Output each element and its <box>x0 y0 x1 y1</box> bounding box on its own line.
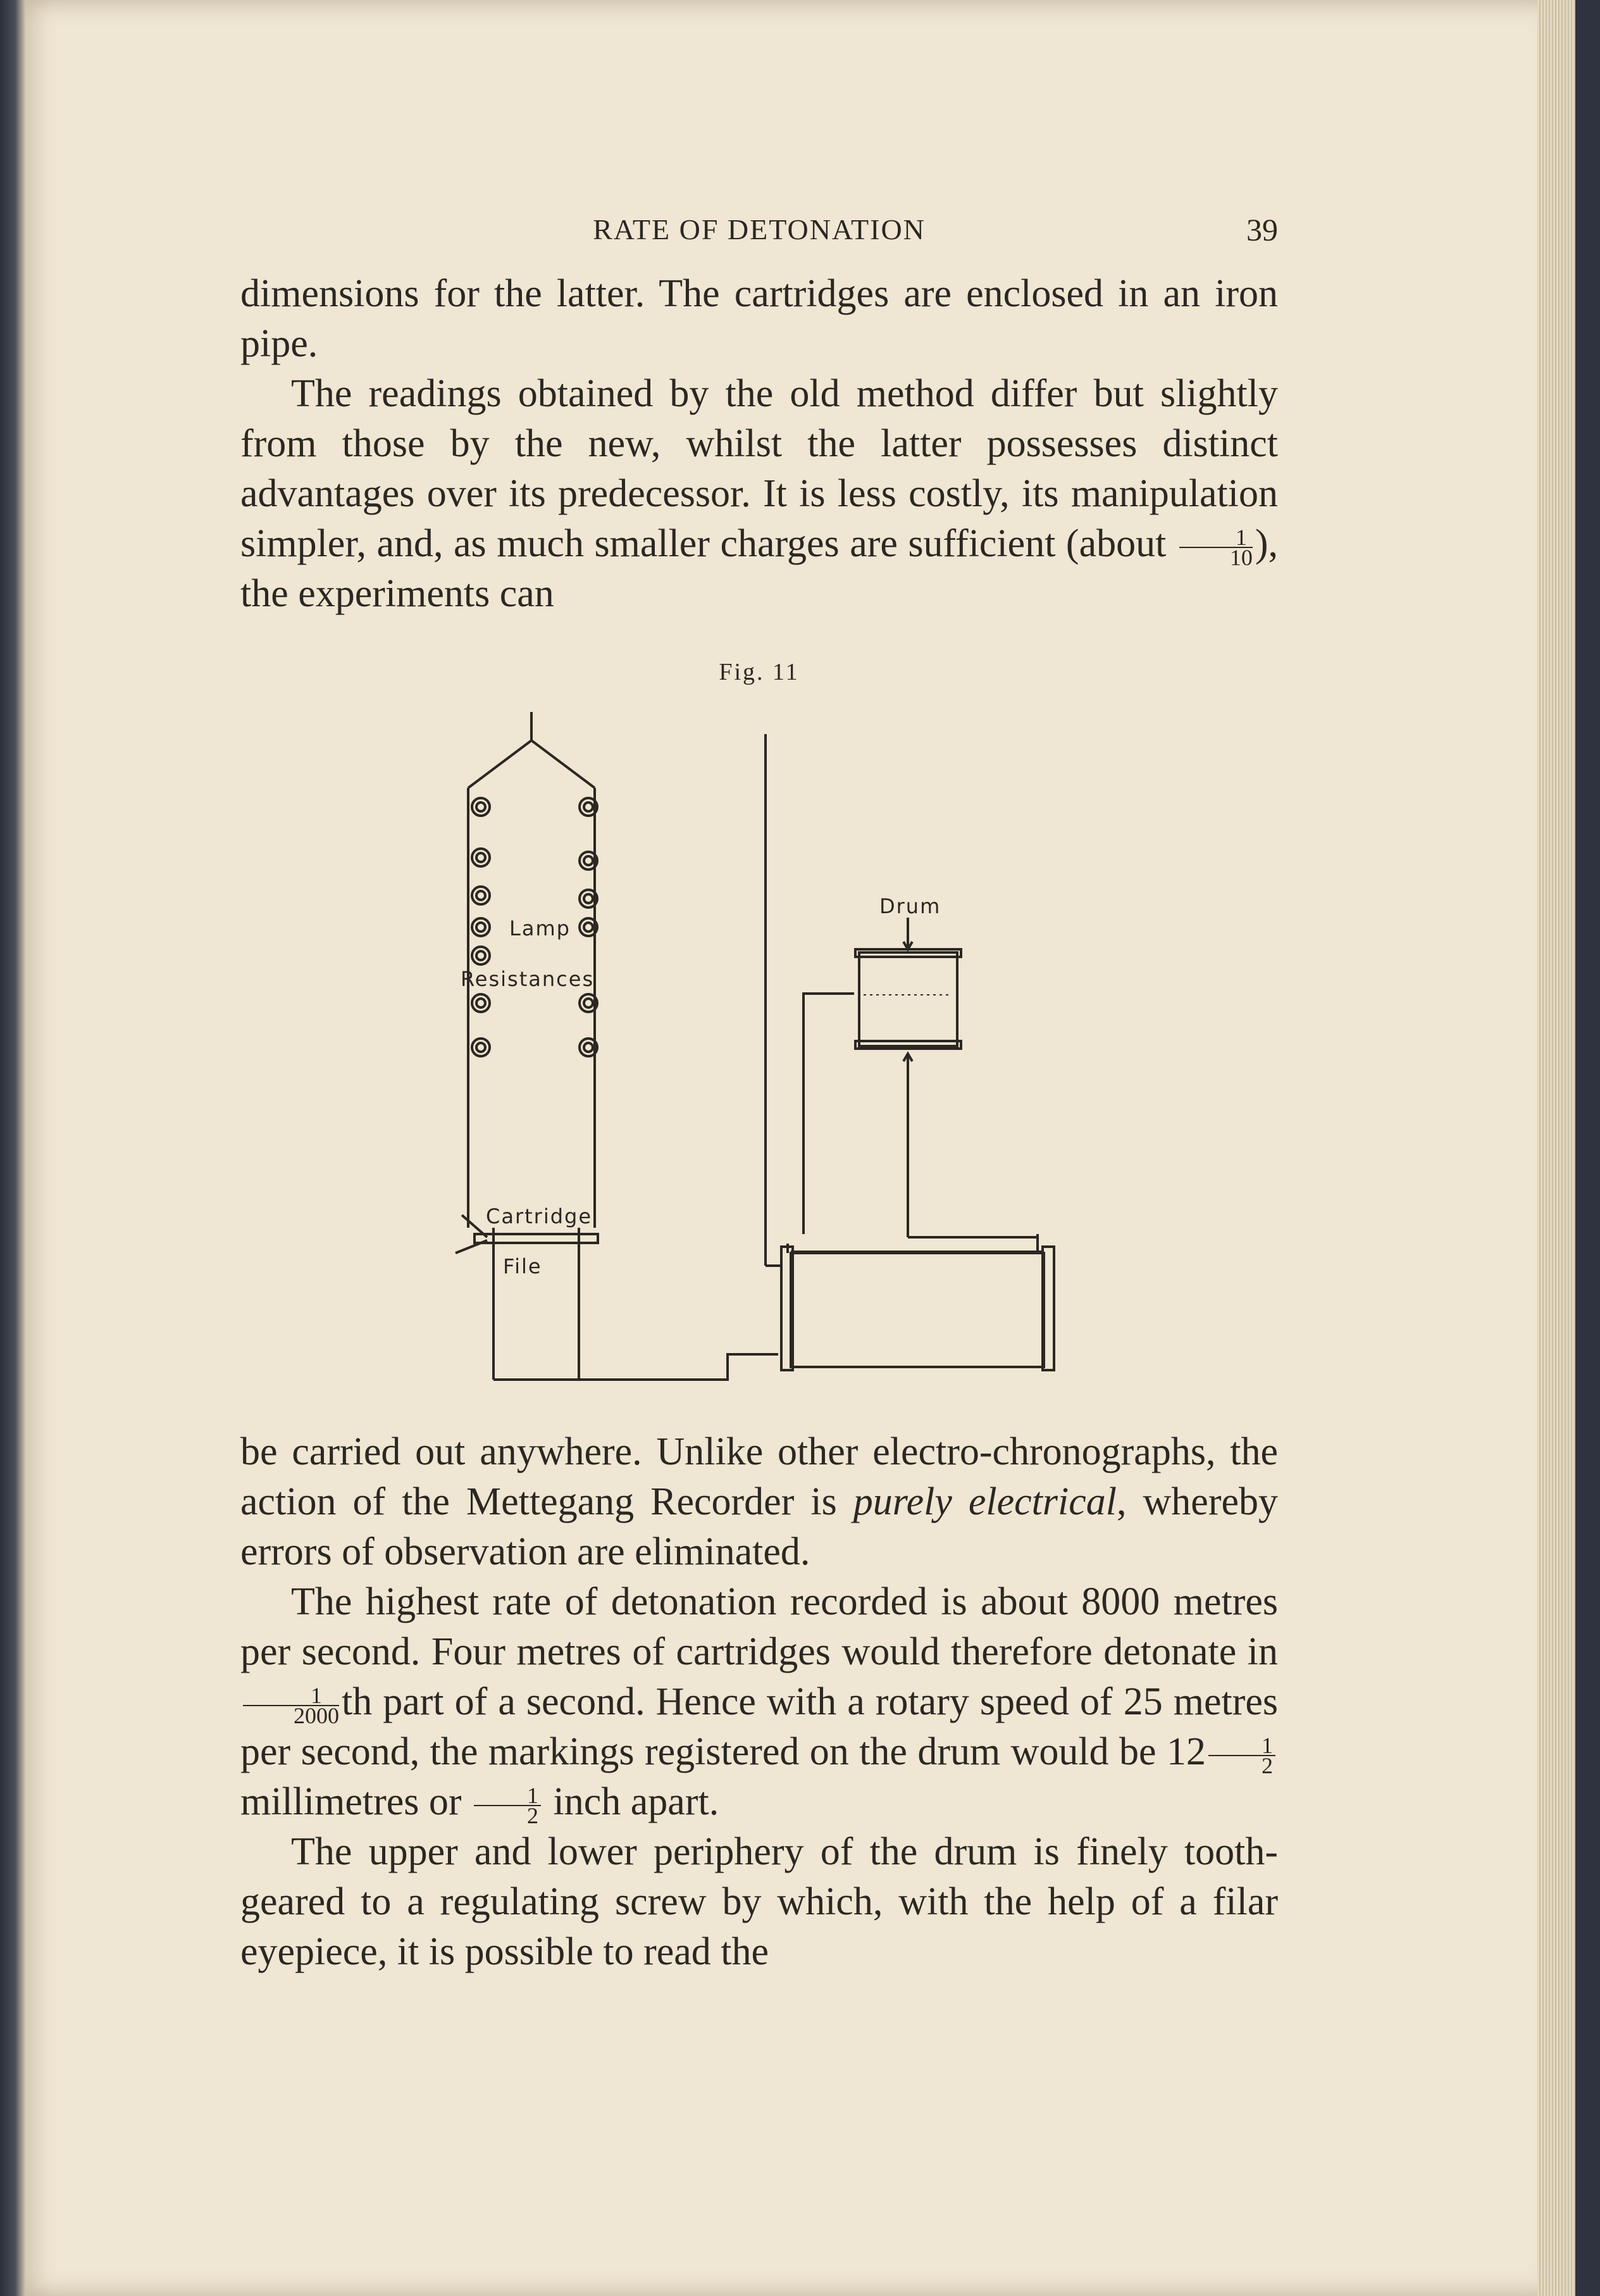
paragraph <box>240 1427 1278 1577</box>
paragraph-text: , whereby errors of observation are eliminated. <box>240 1480 1278 1573</box>
paragraph-text: th part of a second. Hence with a rotary speed of 25 metres per second, the markings registered on the drum would be 12 <box>240 1680 1278 1773</box>
drum-link <box>803 994 854 1234</box>
label-drum: Drum <box>879 894 941 918</box>
paragraph-text: inch apart. <box>543 1780 719 1823</box>
fraction-half-inch <box>474 1782 541 1828</box>
figure-caption: Fig. 11 <box>719 659 800 685</box>
paragraph <box>240 1577 1278 1827</box>
fraction-numerator: 1 <box>1208 1736 1275 1756</box>
recorder-body <box>791 1253 1044 1367</box>
running-head: RATE OF DETONATION <box>593 213 926 246</box>
fraction-denominator: 10 <box>1229 544 1253 570</box>
fraction-denominator: 2 <box>527 1802 539 1828</box>
emphasis-text: purely electrical <box>853 1480 1117 1523</box>
paragraph-text: The readings obtained by the old method differ but slightly from those by the new, whilst the latter possesses distinct advantages over its predecessor. It is less costly, its manipulation simpler, and, as much smaller charges are sufficient (about <box>240 372 1278 565</box>
fraction-two-thousandth <box>243 1682 339 1728</box>
body-text-bottom <box>240 1427 1278 1977</box>
label-lamp: Lamp <box>509 916 571 940</box>
drum-body <box>859 952 957 1046</box>
label-file: File <box>503 1254 542 1278</box>
paragraph: The upper and lower periphery of the drum is finely tooth-geared to a regulating screw by which, with the help of a filar eyepiece, it is possible to read the <box>240 1830 1278 1973</box>
fraction-numerator: 1 <box>1179 528 1253 548</box>
fraction-denominator: 2 <box>1262 1752 1273 1778</box>
fraction-denominator: 2000 <box>294 1702 339 1728</box>
bottom-wire <box>493 1354 778 1380</box>
paragraph-text: ), the experiments can <box>240 522 1279 615</box>
paragraph-text: millimetres or <box>240 1780 472 1823</box>
label-resistances: Resistances <box>461 967 595 991</box>
fraction-numerator: 1 <box>474 1786 541 1806</box>
page-number: 39 <box>1246 212 1278 247</box>
paragraph-text: The highest rate of detonation recorded is about 8000 metres per second. Four metres of cartridges would therefore detonate in <box>240 1580 1278 1673</box>
label-cartridge: Cartridge <box>486 1204 593 1228</box>
tower-roof <box>468 740 595 788</box>
fraction-half <box>1208 1732 1275 1778</box>
paragraph-text: be carried out anywhere. Unlike other electro-chronographs, the action of the Mettegang Recorder is <box>240 1430 1278 1523</box>
lamp-resistances-left <box>472 798 490 1056</box>
paragraph: dimensions for the latter. The cartridges are enclosed in an iron pipe. <box>240 272 1278 365</box>
fraction-numerator: 1 <box>243 1686 339 1706</box>
file-pointer <box>456 1240 487 1253</box>
